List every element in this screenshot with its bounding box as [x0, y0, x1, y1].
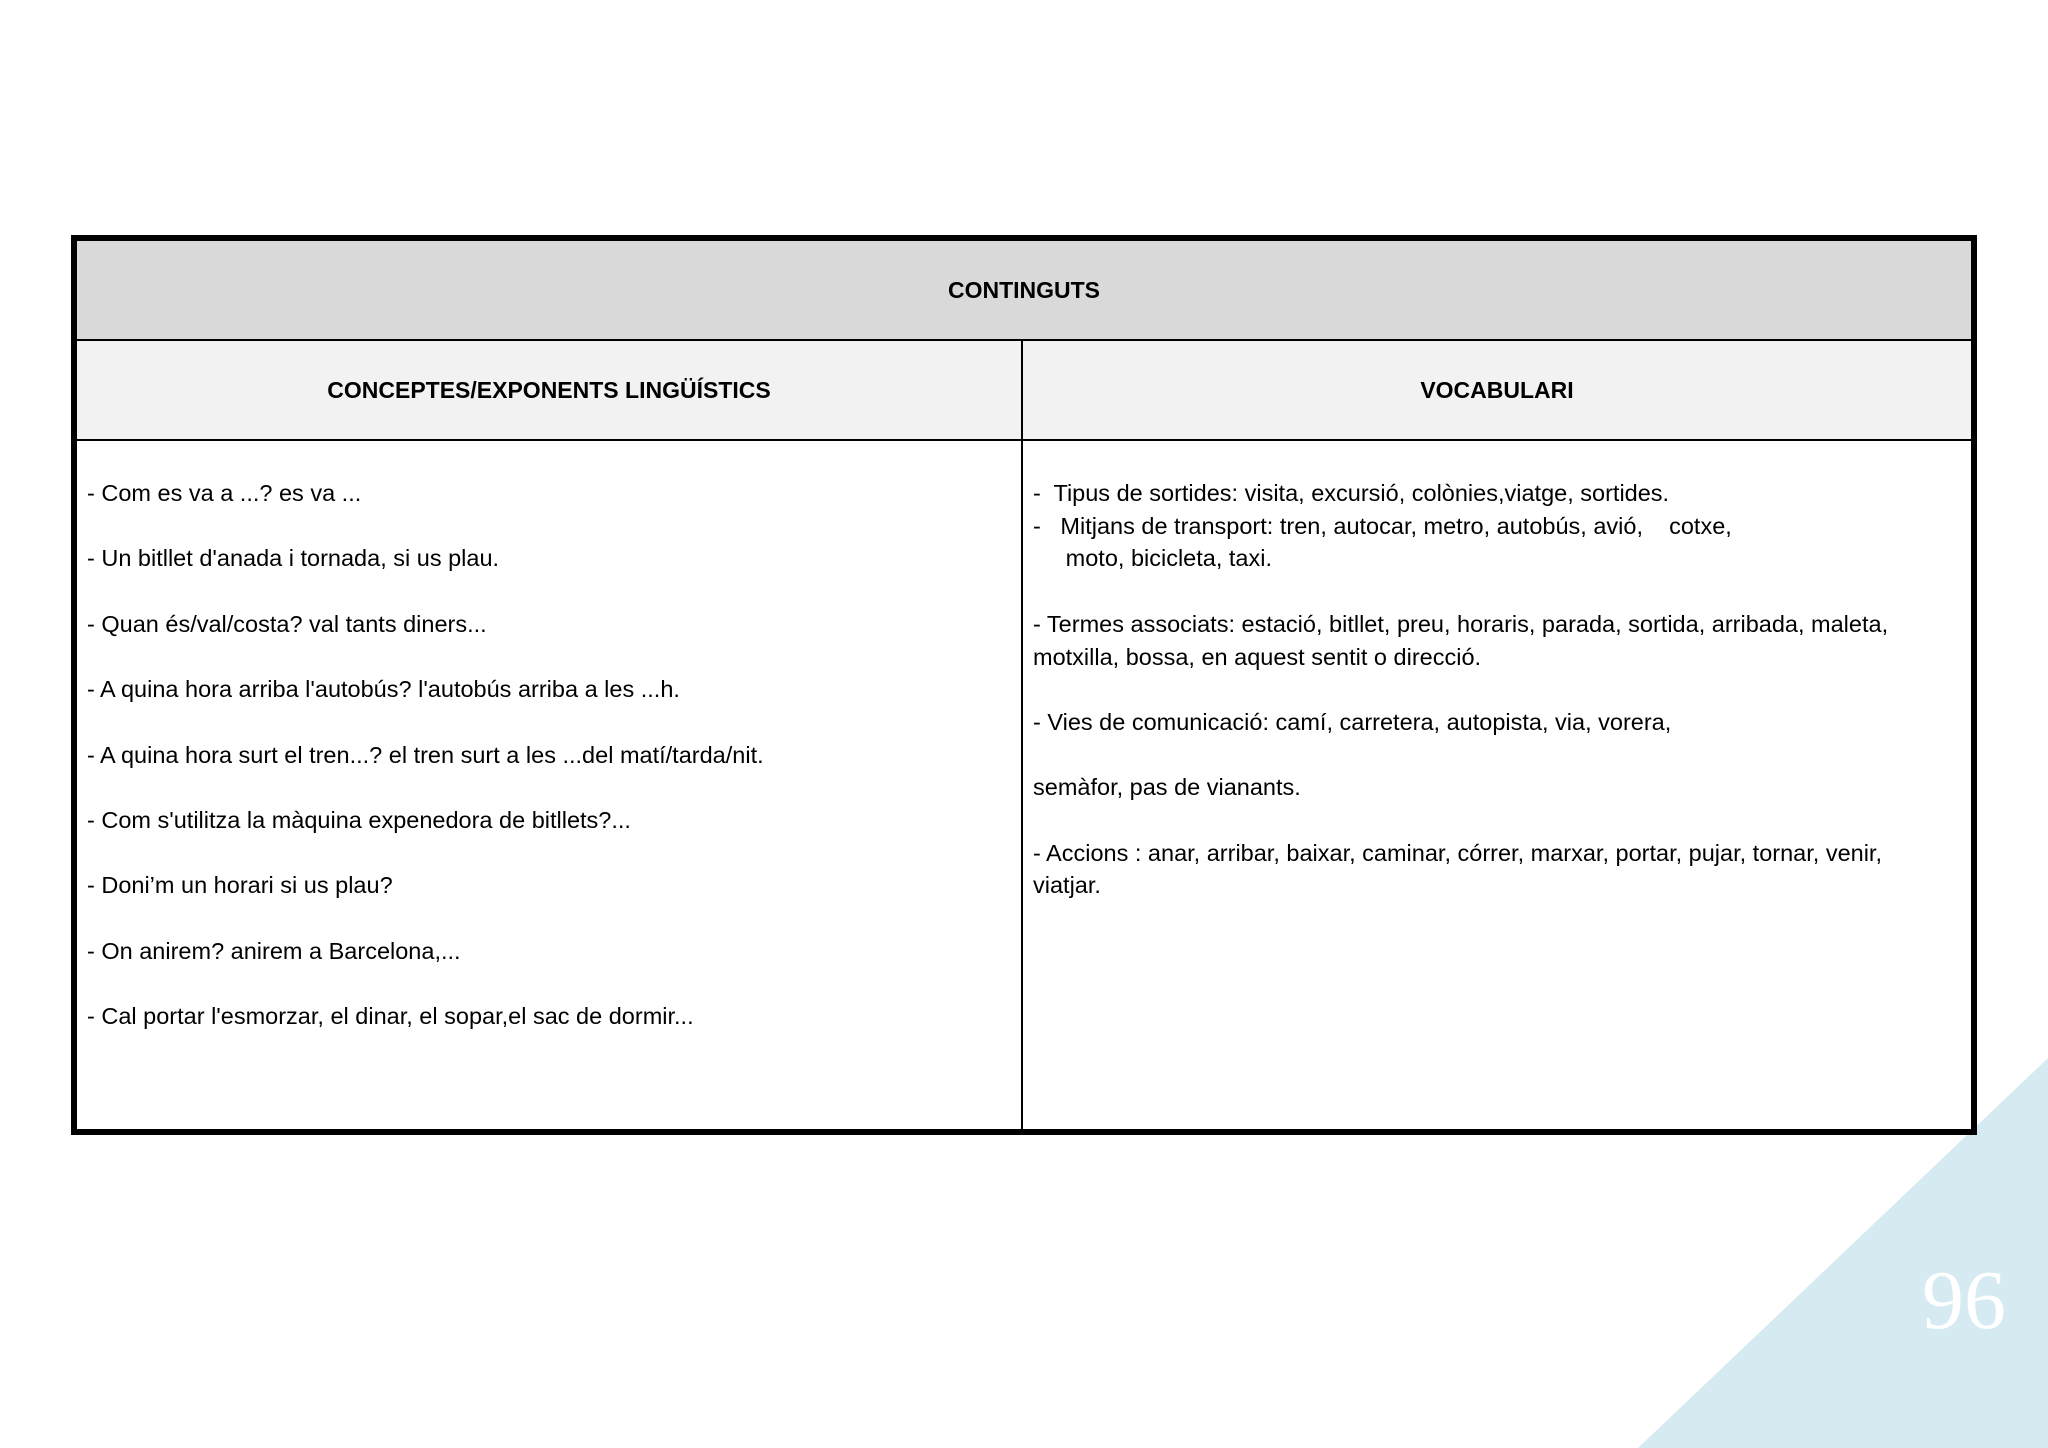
- vocabulary-line: motxilla, bossa, en aquest sentit o direcció.: [1033, 643, 1482, 670]
- concept-item: - Un bitllet d'anada i tornada, si us plau.: [87, 545, 500, 572]
- concept-item: - Quan és/val/costa? val tants diners...: [87, 610, 487, 637]
- contents-table: [71, 235, 1977, 1135]
- concept-item: - A quina hora surt el tren...? el tren surt a les ...del matí/tarda/nit.: [87, 741, 764, 768]
- concept-item: - Com es va a ...? es va ...: [87, 480, 362, 506]
- vocabulary-line: semàfor, pas de vianants.: [1033, 774, 1301, 801]
- vocabulary-cell: [1023, 441, 1971, 1129]
- concept-item: - On anirem? anirem a Barcelona,...: [87, 937, 461, 964]
- page-number: 96: [1922, 1254, 2006, 1347]
- vocabulary-line: moto, bicicleta, taxi.: [1033, 545, 1273, 572]
- concept-item: - Cal portar l'esmorzar, el dinar, el sopar,el sac de dormir...: [87, 1003, 694, 1030]
- table-title: CONTINGUTS: [77, 241, 1971, 341]
- vocabulary-line: - Termes associats: estació, bitllet, preu, horaris, parada, sortida, arribada, maleta,: [1033, 610, 1889, 637]
- vocabulary-line: - Mitjans de transport: tren, autocar, metro, autobús, avió, cotxe,: [1033, 512, 1732, 539]
- vocabulary-line: - Tipus de sortides: visita, excursió, colònies,viatge, sortides.: [1033, 480, 1670, 506]
- vocabulary-line: - Accions : anar, arribar, baixar, caminar, córrer, marxar, portar, pujar, tornar, venir,: [1033, 839, 1882, 866]
- vocabulary-line: - Vies de comunicació: camí, carretera, autopista, via, vorera,: [1033, 708, 1672, 735]
- column-header-concepts: CONCEPTES/EXPONENTS LINGÜÍSTICS: [77, 341, 1023, 441]
- column-header-vocabulary: VOCABULARI: [1023, 341, 1971, 441]
- concept-item: - Doni’m un horari si us plau?: [87, 872, 393, 899]
- vocabulary-line: viatjar.: [1033, 872, 1101, 899]
- concepts-cell: [77, 441, 1023, 1129]
- concept-item: - Com s'utilitza la màquina expenedora de bitllets?...: [87, 806, 631, 833]
- concept-item: - A quina hora arriba l'autobús? l'autobús arriba a les ...h.: [87, 676, 680, 703]
